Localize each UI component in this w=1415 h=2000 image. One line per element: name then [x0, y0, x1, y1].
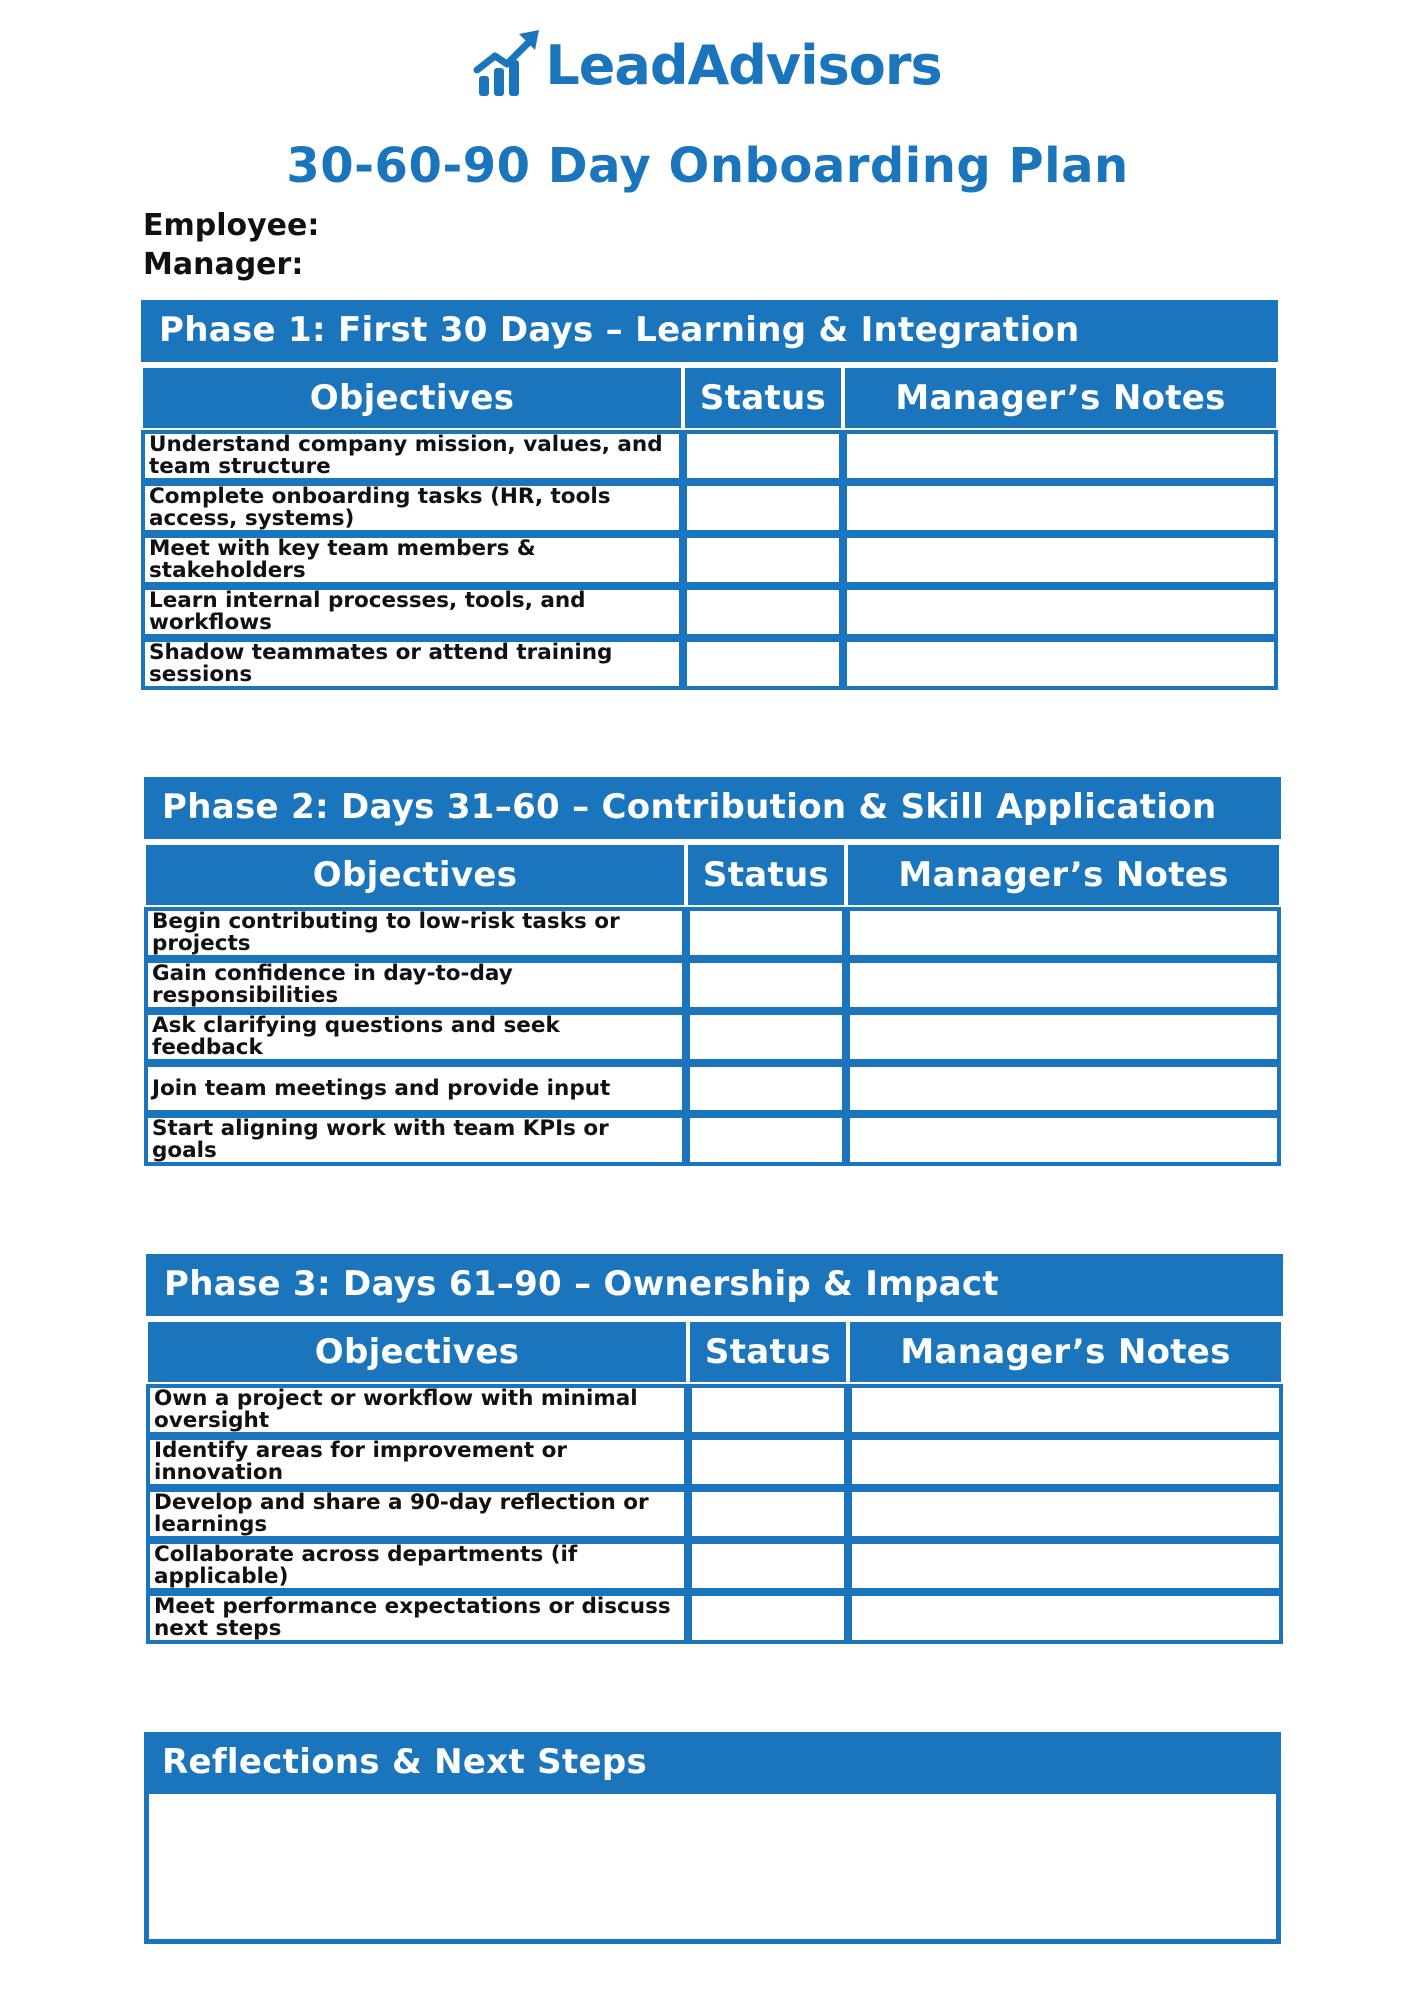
status-cell[interactable] [686, 1114, 846, 1166]
objective-cell: Meet with key team members & stakeholders [141, 534, 683, 586]
table-row [141, 430, 1278, 482]
status-cell[interactable] [688, 1592, 848, 1644]
brand-logo [0, 26, 1415, 98]
table-row [144, 907, 1281, 959]
notes-cell[interactable] [848, 1384, 1283, 1436]
phase-3-section [146, 1254, 1283, 1644]
phase-2-table [144, 843, 1281, 1166]
objective-cell: Learn internal processes, tools, and workflows [141, 586, 683, 638]
status-cell[interactable] [686, 1011, 846, 1063]
table-row [146, 1540, 1283, 1592]
notes-cell[interactable] [846, 959, 1281, 1011]
objective-cell: Collaborate across departments (if applicable) [146, 1540, 688, 1592]
notes-header: Manager’s Notes [843, 366, 1278, 430]
page-title: 30-60-90 Day Onboarding Plan [286, 138, 1129, 194]
phase-2-header: Phase 2: Days 31–60 – Contribution & Skill Application [144, 777, 1281, 839]
brand-name: LeadAdvisors [545, 34, 942, 97]
status-cell[interactable] [688, 1488, 848, 1540]
objective-cell: Shadow teammates or attend training sessions [141, 638, 683, 690]
objective-cell: Join team meetings and provide input [144, 1063, 686, 1114]
status-cell[interactable] [683, 586, 843, 638]
manager-label: Manager: [143, 247, 304, 282]
objective-cell: Ask clarifying questions and seek feedback [144, 1011, 686, 1063]
notes-cell[interactable] [846, 907, 1281, 959]
phase-1-table [141, 366, 1278, 690]
notes-cell[interactable] [846, 1114, 1281, 1166]
table-row [144, 1011, 1281, 1063]
table-row [141, 482, 1278, 534]
notes-cell[interactable] [848, 1592, 1283, 1644]
notes-cell[interactable] [848, 1540, 1283, 1592]
notes-header: Manager’s Notes [848, 1320, 1283, 1384]
status-cell[interactable] [688, 1540, 848, 1592]
status-cell[interactable] [688, 1384, 848, 1436]
status-cell[interactable] [686, 907, 846, 959]
status-cell[interactable] [688, 1436, 848, 1488]
notes-cell[interactable] [843, 534, 1278, 586]
notes-cell[interactable] [848, 1488, 1283, 1540]
notes-cell[interactable] [848, 1436, 1283, 1488]
phase-3-header: Phase 3: Days 61–90 – Ownership & Impact [146, 1254, 1283, 1316]
employee-label: Employee: [143, 208, 320, 243]
table-row [141, 638, 1278, 690]
objectives-header: Objectives [146, 1320, 688, 1384]
objective-cell: Identify areas for improvement or innovation [146, 1436, 688, 1488]
status-cell[interactable] [686, 959, 846, 1011]
notes-header: Manager’s Notes [846, 843, 1281, 907]
table-row [146, 1384, 1283, 1436]
phase-1-section [141, 300, 1278, 690]
status-cell[interactable] [683, 482, 843, 534]
bar-chart-arrow-icon [473, 26, 543, 98]
phase-3-table [146, 1320, 1283, 1644]
reflections-input-area[interactable] [144, 1794, 1281, 1944]
objective-cell: Develop and share a 90-day reflection or learnings [146, 1488, 688, 1540]
notes-cell[interactable] [846, 1063, 1281, 1114]
objective-cell: Gain confidence in day-to-day responsibilities [144, 959, 686, 1011]
objective-cell: Meet performance expectations or discuss next steps [146, 1592, 688, 1644]
status-header: Status [686, 843, 846, 907]
table-row [144, 1063, 1281, 1114]
status-cell[interactable] [683, 534, 843, 586]
status-header: Status [688, 1320, 848, 1384]
notes-cell[interactable] [843, 482, 1278, 534]
notes-cell[interactable] [843, 638, 1278, 690]
objectives-header: Objectives [141, 366, 683, 430]
notes-cell[interactable] [846, 1011, 1281, 1063]
reflections-header: Reflections & Next Steps [144, 1732, 1281, 1794]
objective-cell: Start aligning work with team KPIs or goals [144, 1114, 686, 1166]
status-header: Status [683, 366, 843, 430]
objectives-header: Objectives [144, 843, 686, 907]
table-row [141, 534, 1278, 586]
notes-cell[interactable] [843, 430, 1278, 482]
phase-1-header: Phase 1: First 30 Days – Learning & Integration [141, 300, 1278, 362]
objective-cell: Begin contributing to low-risk tasks or projects [144, 907, 686, 959]
table-row [146, 1436, 1283, 1488]
phase-2-section [144, 777, 1281, 1166]
objective-cell: Complete onboarding tasks (HR, tools access, systems) [141, 482, 683, 534]
reflections-section [144, 1732, 1281, 1944]
notes-cell[interactable] [843, 586, 1278, 638]
table-row [144, 1114, 1281, 1166]
status-cell[interactable] [686, 1063, 846, 1114]
table-row [144, 959, 1281, 1011]
table-row [146, 1592, 1283, 1644]
status-cell[interactable] [683, 430, 843, 482]
status-cell[interactable] [683, 638, 843, 690]
table-row [146, 1488, 1283, 1540]
objective-cell: Own a project or workflow with minimal oversight [146, 1384, 688, 1436]
table-row [141, 586, 1278, 638]
objective-cell: Understand company mission, values, and team structure [141, 430, 683, 482]
